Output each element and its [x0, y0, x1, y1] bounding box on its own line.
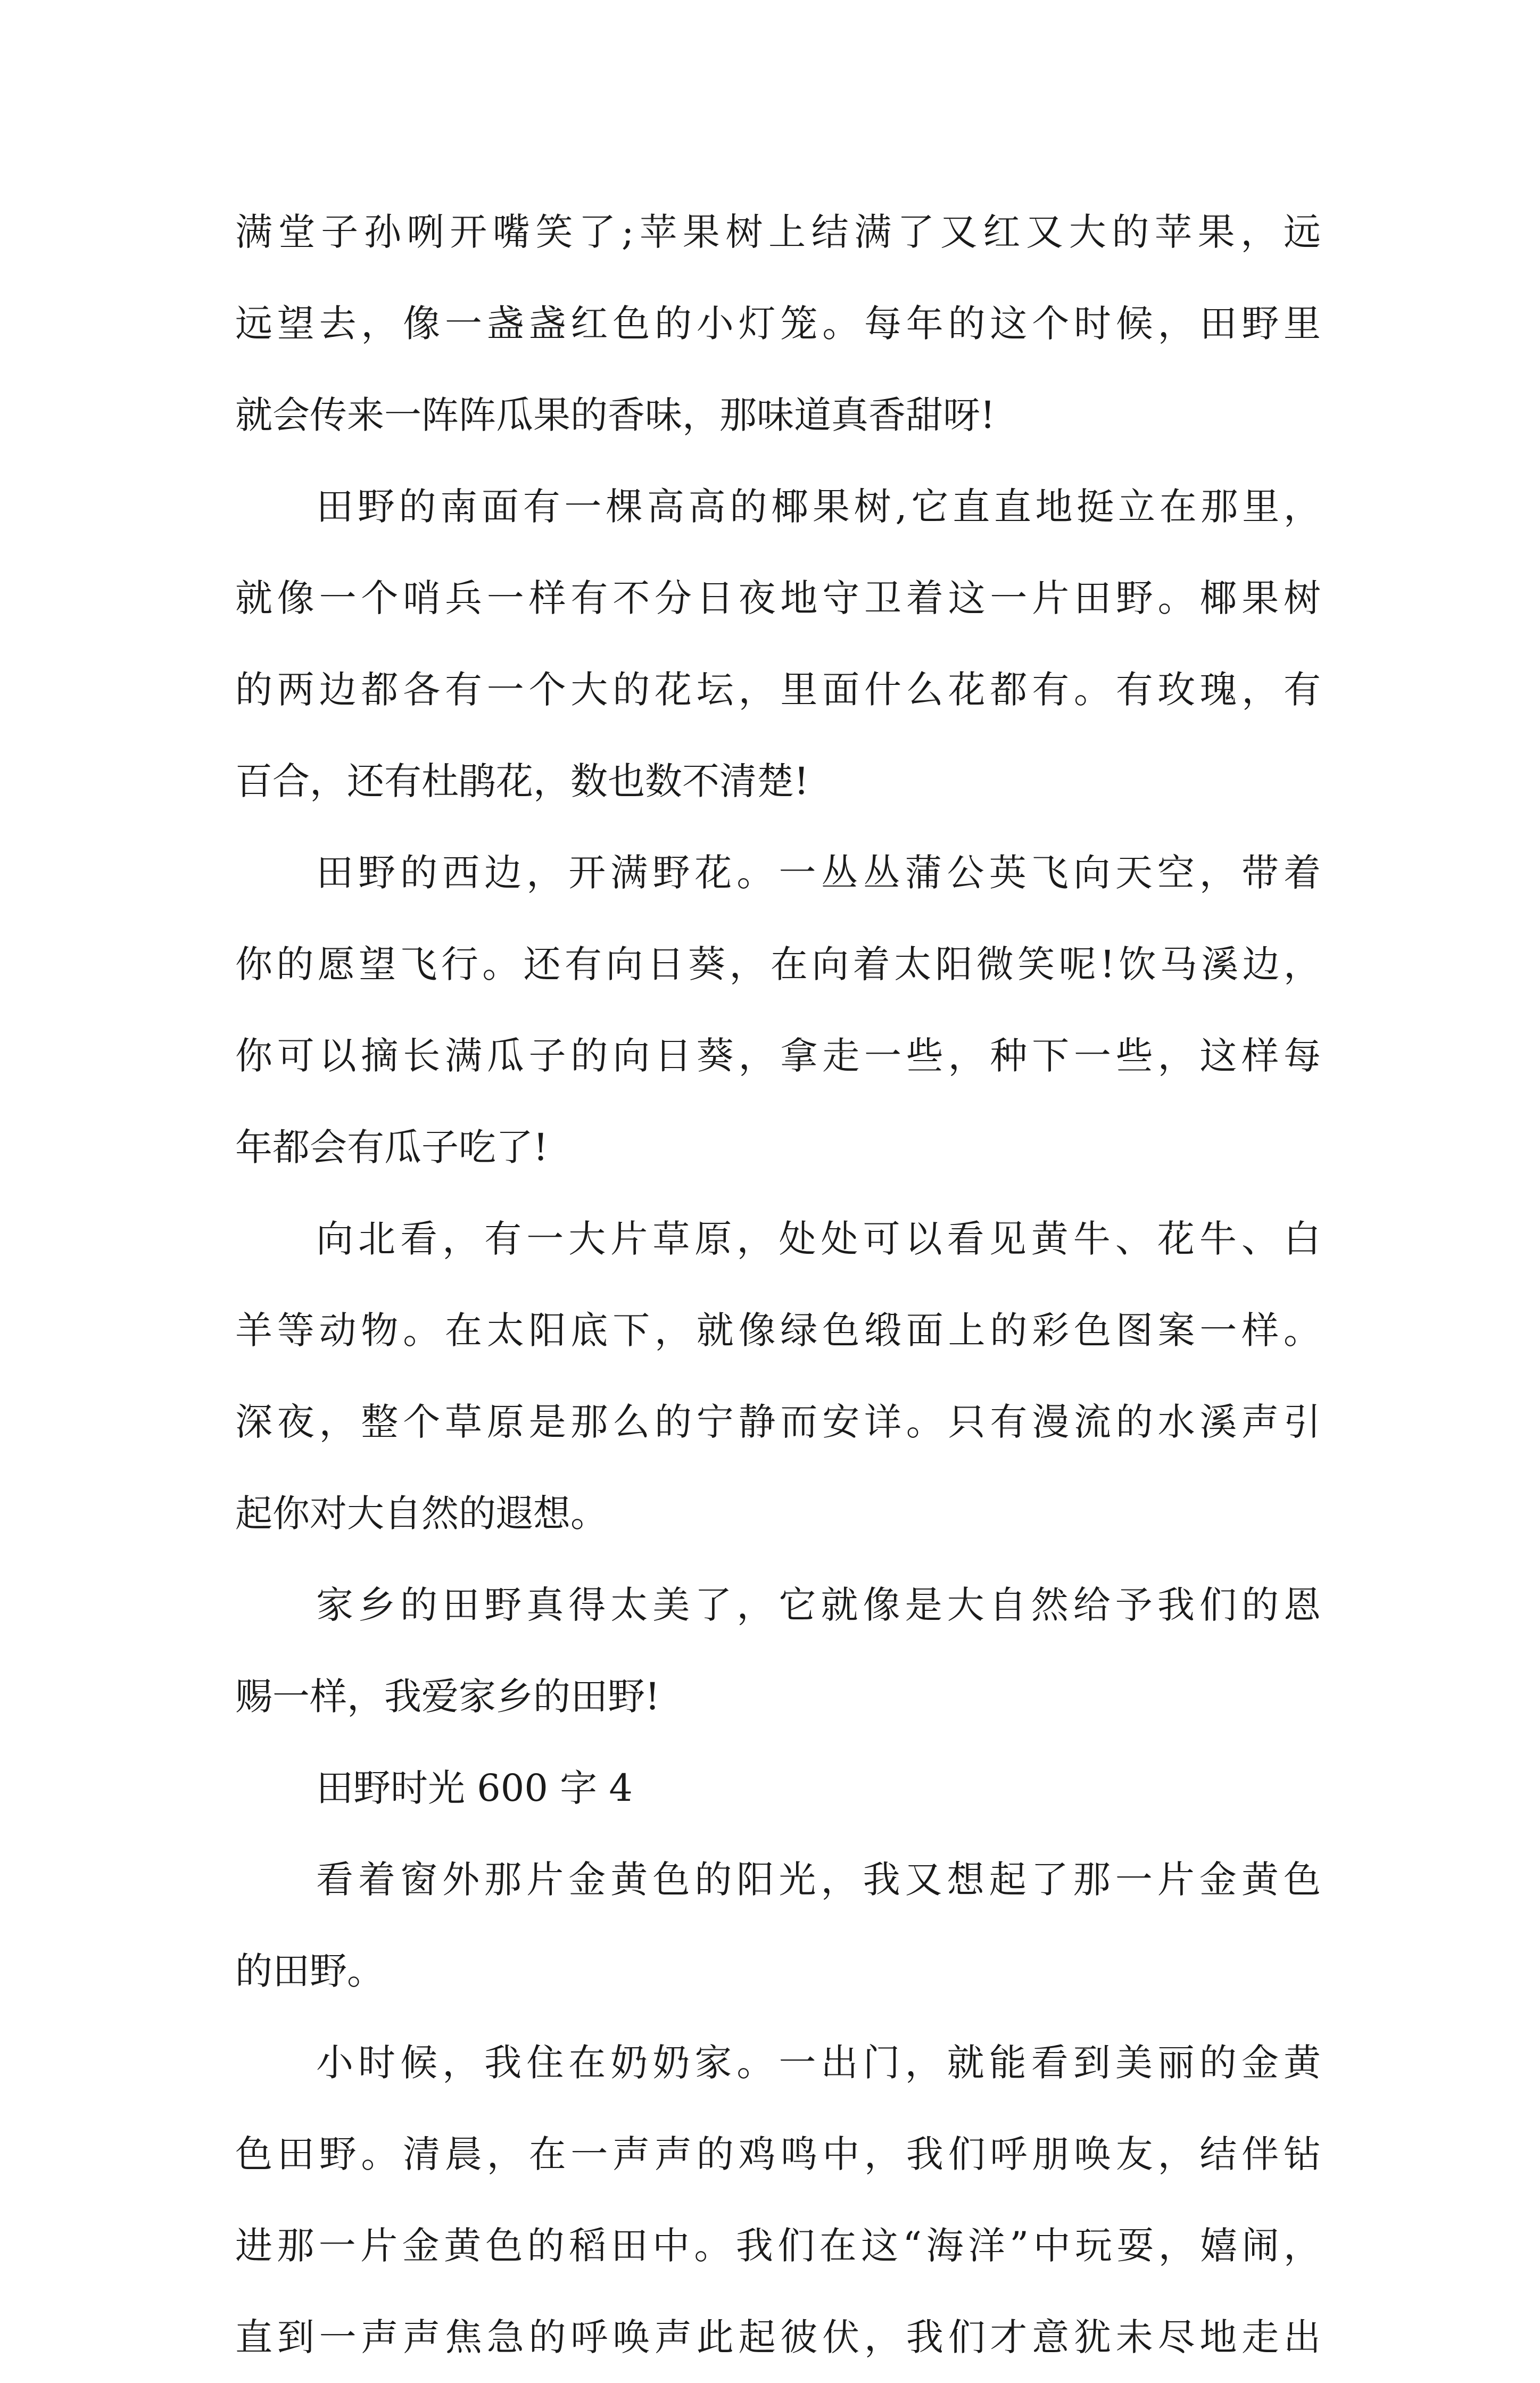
text-line: 羊等动物。在太阳底下，就像绿色缎面上的彩色图案一样。: [235, 1309, 1321, 1352]
body-text: [235, 186, 1321, 2383]
text-line: 远望去，像一盏盏红色的小灯笼。每年的这个时候，田野里: [235, 302, 1321, 345]
text-line: 向北看，有一大片草原，处处可以看见黄牛、花牛、白: [316, 1217, 1321, 1261]
text-line: 赐一样，我爱家乡的田野!: [235, 1675, 660, 1718]
text-line: 的两边都各有一个大的花坛，里面什么花都有。有玫瑰，有: [235, 668, 1321, 711]
text-line: 起你对大自然的遐想。: [235, 1492, 608, 1535]
text-line: 看着窗外那片金黄色的阳光，我又想起了那一片金黄色: [316, 1858, 1321, 1901]
text-line: 百合，还有杜鹃花，数也数不清楚!: [235, 759, 809, 803]
text-line: 小时候，我住在奶奶家。一出门，就能看到美丽的金黄: [316, 2041, 1321, 2084]
text-line: 直到一声声焦急的呼唤声此起彼伏，我们才意犹未尽地走出: [235, 2315, 1321, 2359]
text-line: 田野的南面有一棵高高的椰果树,它直直地挺立在那里，: [316, 485, 1321, 528]
text-line: 的田野。: [235, 1949, 384, 1993]
section-heading: 田野时光 600 字 4: [316, 1766, 633, 1810]
text-line: 满堂子孙咧开嘴笑了;苹果树上结满了又红又大的苹果，远: [235, 210, 1321, 254]
text-line: 田野的西边，开满野花。一丛丛蒲公英飞向天空，带着: [316, 851, 1321, 895]
text-line: 就像一个哨兵一样有不分日夜地守卫着这一片田野。椰果树: [235, 576, 1321, 620]
text-line: 色田野。清晨，在一声声的鸡鸣中，我们呼朋唤友，结伴钻: [235, 2132, 1321, 2176]
text-line: 你可以摘长满瓜子的向日葵，拿走一些，种下一些，这样每: [235, 1034, 1321, 1078]
text-line: 深夜，整个草原是那么的宁静而安详。只有漫流的水溪声引: [235, 1400, 1321, 1444]
text-line: 进那一片金黄色的稻田中。我们在这“海洋”中玩耍，嬉闹，: [235, 2224, 1321, 2268]
text-line: 你的愿望飞行。还有向日葵，在向着太阳微笑呢!饮马溪边，: [235, 942, 1321, 986]
text-line: 就会传来一阵阵瓜果的香味，那味道真香甜呀!: [235, 393, 996, 437]
text-line: 家乡的田野真得太美了，它就像是大自然给予我们的恩: [316, 1583, 1321, 1627]
text-line: 年都会有瓜子吃了!: [235, 1126, 549, 1169]
